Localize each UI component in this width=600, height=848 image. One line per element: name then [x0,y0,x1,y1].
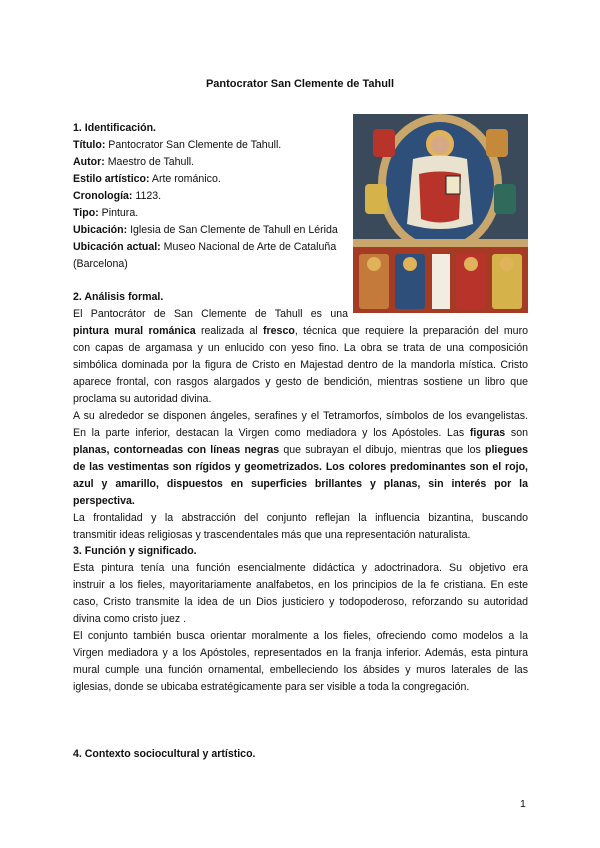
section-heading: 4. Contexto sociocultural y artístico. [73,748,256,760]
analisis-section [73,289,528,544]
funcion-section [73,543,528,696]
paragraph-line: transmitir ideas religiosas y trascendentales más que una representación naturalista. [73,529,471,541]
field-autor: Autor: Maestro de Tahull. [73,156,195,168]
section-heading: 2. Análisis formal. [73,291,164,303]
paragraph-line: Esta pintura tenía una función esencialmente didáctica y adoctrinadora. Su objetivo era [73,562,528,574]
field-ubicacion-cont: (Barcelona) [73,258,128,270]
paragraph-line: iglesias, donde se ubicaba estratégicamente para ser visible a toda la congregación. [73,681,470,693]
section-heading: 3. Función y significado. [73,545,197,557]
paragraph-line: En la parte inferior, destacan la Virgen como mediadora y los Apóstoles. Las figuras son [73,427,528,439]
page-number: 1 [520,798,526,810]
paragraph-line: El conjunto también busca orientar moralmente a los fieles, ofreciendo como modelos a la [73,630,528,642]
field-cronologia: Cronología: 1123. [73,190,162,202]
identificacion-section [73,120,338,273]
paragraph-line: La frontalidad y la abstracción del conjunto reflejan la influencia bizantina, buscando [73,512,528,524]
paragraph-line: instruir a los fieles, mayoritariamente analfabetos, en los principios de la fe cristiana. En este [73,579,528,591]
section-heading: 1. Identificación. [73,122,157,134]
paragraph-line: aparece frontal, con rasgos alargados y gesto de bendición, mientras sostiene un libro que [73,376,528,388]
field-titulo: Título: Pantocrator San Clemente de Tahull. [73,139,282,151]
paragraph-line: caso, Cristo transmite la idea de un Dios justiciero y todopoderoso, reforzando su autoridad [73,596,528,608]
paragraph-line: A su alrededor se disponen ángeles, serafines y el Tetramorfos, símbolos de los evangelistas. [73,410,528,422]
paragraph-line: simbólica dominada por la figura de Cristo en Majestad dentro de la mandorla mística. Cristo [73,359,528,371]
paragraph-line: pintura mural románica realizada al fresco, técnica que requiere la preparación del muro [73,325,528,337]
paragraph-line: El Pantocrátor de San Clemente de Tahull es una [73,308,348,320]
paragraph-line: mural cumple una función ornamental, embelleciendo los ábsides y muros laterales de las [73,664,528,676]
fresco-image [353,114,528,313]
field-ubicacion-actual: Ubicación actual: Museo Nacional de Arte de Cataluña [73,241,337,253]
field-tipo: Tipo: Pintura. [73,207,139,219]
contexto-section [73,746,256,763]
document-title: Pantocrator San Clemente de Tahull [205,78,395,90]
paragraph-line: con capas de argamasa y un enlucido con yeso fino. La obra se trata de una composición [73,342,528,354]
field-estilo: Estilo artístico: Arte románico. [73,173,221,185]
field-ubicacion: Ubicación: Iglesia de San Clemente de Tahull en Lérida [73,224,338,236]
paragraph-line: azul y amarillo, dispuestos en superficies brillantes y planas, sin interés por la perspectiva. [73,478,528,507]
paragraph-line: proclama su autoridad divina. [73,393,212,405]
pantocrator-illustration [353,114,528,313]
paragraph-line: divina como cristo juez . [73,613,187,625]
paragraph-line: Virgen mediadora y a los Apóstoles, representados en la franja inferior. Además, esta pintura [73,647,528,659]
paragraph-line: planas, contorneadas con líneas negras que subrayan el dibujo, mientras que los pliegues [73,444,528,456]
paragraph-line: de las vestimentas son rígidos y geometrizados. Los colores predominantes son el rojo, [73,461,528,473]
